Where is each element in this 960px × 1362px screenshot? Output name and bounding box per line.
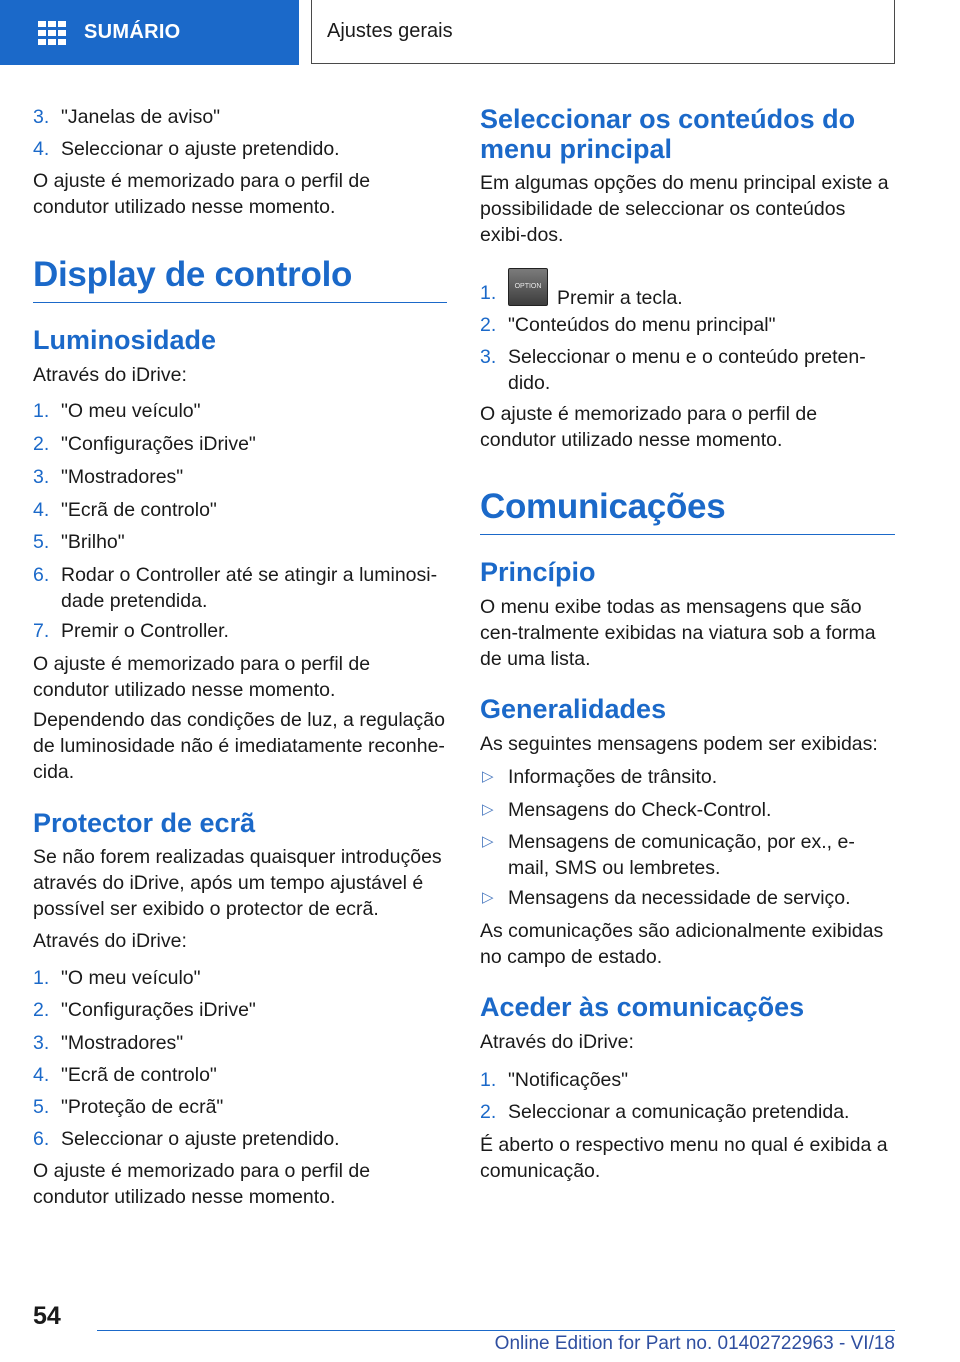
subheading-protector: Protector de ecrã [33,808,256,838]
triangle-bullet-icon: ▷ [482,889,494,906]
paragraph: O ajuste é memorizado para o perfil de condutor utilizado nesse momento. [33,170,371,218]
bullet-item: ▷ Mensagens da necessidade de serviço. [482,887,851,909]
list-item: 1. "Notificações" [480,1069,629,1091]
list-item: 1. "O meu veículo" [33,967,201,989]
section-heading-comunicacoes: Comunicações [480,486,895,535]
grid-menu-icon [38,21,66,45]
paragraph: O ajuste é memorizado para o perfil de condutor utilizado nesse momento. [480,403,818,451]
list-item: 3. "Janelas de aviso" [33,106,221,128]
subheading-aceder: Aceder às comunicações [480,992,805,1022]
subheading-principio: Princípio [480,557,596,587]
subheading-menu-principal: Seleccionar os conteúdos do menu principal [480,104,856,164]
paragraph: Através do iDrive: [33,930,187,952]
option-button-icon: OPTION [508,268,548,306]
paragraph: Através do iDrive: [33,364,187,386]
bullet-item: ▷ Informações de trânsito. [482,766,718,788]
bullet-item: ▷ Mensagens do Check-Control. [482,799,772,821]
subheading-luminosidade: Luminosidade [33,325,217,355]
list-item: 5. "Proteção de ecrã" [33,1096,224,1118]
list-item: 3. "Mostradores" [33,466,184,488]
list-item: 2. "Configurações iDrive" [33,433,256,455]
list-item: 2. Seleccionar a comunicação pretendida. [480,1101,850,1123]
paragraph: Se não forem realizadas quaisquer introduções através do iDrive, após um tempo ajustável é possível ser exibido o protector de ecrã. [33,846,442,920]
paragraph: Em algumas opções do menu principal existe a possibilidade de seleccionar os conteúdos exibi-dos. [480,172,889,246]
list-item: 6. Rodar o Controller até se atingir a luminosi-dade pretendida. [33,564,438,612]
list-item: 5. "Brilho" [33,531,125,553]
subheading-generalidades: Generalidades [480,694,667,724]
list-item: 7. Premir o Controller. [33,620,229,642]
paragraph: O ajuste é memorizado para o perfil de condutor utilizado nesse momento. [33,653,371,701]
sumario-button[interactable] [0,0,299,65]
list-item: 3. "Mostradores" [33,1032,184,1054]
triangle-bullet-icon: ▷ [482,833,494,850]
list-item: 3. Seleccionar o menu e o conteúdo preten-dido. [480,346,866,394]
list-item: 2. "Configurações iDrive" [33,999,256,1021]
paragraph: As seguintes mensagens podem ser exibidas: [480,733,878,755]
list-item: 1. OPTIONPremir a tecla. [480,280,895,318]
section-title: Ajustes gerais [327,20,453,42]
edition-note: Online Edition for Part no. 01402722963 - VI/18 [494,1333,895,1354]
list-item: 4. "Ecrã de controlo" [33,1064,217,1086]
list-item: 1. "O meu veículo" [33,400,201,422]
paragraph: O menu exibe todas as mensagens que são cen-tralmente exibidas na viatura sob a forma de uma lista. [480,596,876,670]
paragraph: É aberto o respectivo menu no qual é exibida a comunicação. [480,1134,888,1182]
paragraph: As comunicações são adicionalmente exibidas no campo de estado. [480,920,884,968]
section-heading-display: Display de controlo [33,254,447,303]
page-number: 54 [33,1302,61,1330]
list-item: 6. Seleccionar o ajuste pretendido. [33,1128,340,1150]
paragraph: Através do iDrive: [480,1031,634,1053]
list-item: 4. Seleccionar o ajuste pretendido. [33,138,340,160]
section-title-tab [311,0,895,64]
list-item: 2. "Conteúdos do menu principal" [480,314,776,336]
triangle-bullet-icon: ▷ [482,768,494,785]
footer-divider [97,1330,895,1331]
list-item: 4. "Ecrã de controlo" [33,499,217,521]
paragraph: O ajuste é memorizado para o perfil de condutor utilizado nesse momento. [33,1160,371,1208]
triangle-bullet-icon: ▷ [482,801,494,818]
bullet-item: ▷ Mensagens de comunicação, por ex., e-mail, SMS ou lembretes. [482,831,855,879]
sumario-label: SUMÁRIO [84,21,181,43]
paragraph: Dependendo das condições de luz, a regulação de luminosidade não é imediatamente reconhe-cida. [33,709,445,783]
